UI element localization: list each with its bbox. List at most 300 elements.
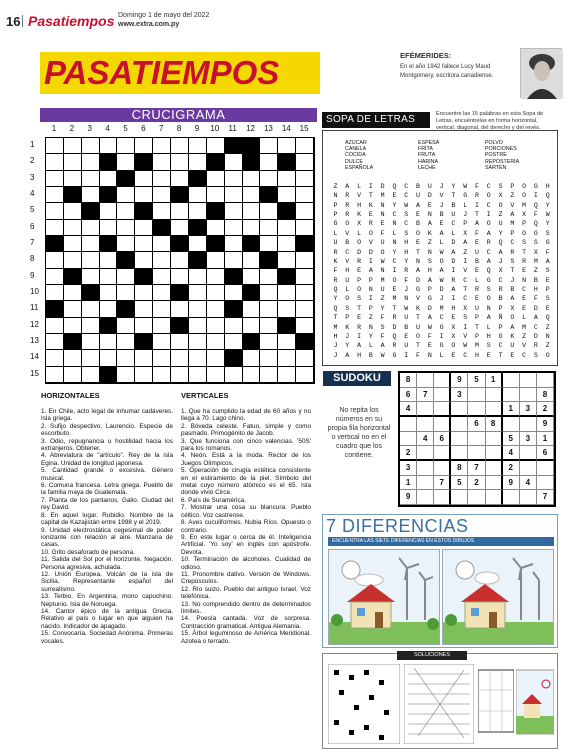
crucigrama-cell[interactable] (207, 138, 225, 154)
sopa-letter[interactable]: B (451, 201, 456, 209)
sopa-letter[interactable]: E (474, 239, 479, 247)
sopa-letter[interactable]: A (451, 248, 456, 256)
sudoku-cell[interactable] (503, 373, 520, 388)
sopa-letter[interactable]: T (510, 267, 515, 275)
crucigrama-cell[interactable] (46, 285, 64, 301)
sopa-letter[interactable]: O (486, 192, 491, 200)
sopa-letter[interactable]: R (357, 257, 362, 265)
crucigrama-cell[interactable] (296, 301, 314, 317)
sopa-letter[interactable]: F (533, 211, 538, 219)
sopa-letter[interactable]: E (357, 314, 362, 322)
sopa-letter[interactable]: I (357, 332, 362, 340)
sopa-letter[interactable]: M (380, 276, 385, 284)
sopa-letter[interactable]: E (380, 220, 385, 228)
sopa-letter[interactable]: R (474, 192, 479, 200)
sopa-letter[interactable]: M (439, 304, 444, 312)
sopa-letter[interactable]: T (463, 286, 468, 294)
sopa-letter[interactable]: S (486, 286, 491, 294)
crucigrama-cell[interactable] (171, 350, 189, 366)
sopa-letter[interactable]: F (474, 183, 479, 190)
crucigrama-cell[interactable] (64, 154, 82, 170)
sopa-letter[interactable]: T (416, 248, 420, 256)
sopa-letter[interactable]: Q (533, 201, 538, 209)
sopa-letter[interactable]: G (333, 220, 338, 228)
sopa-letter[interactable]: R (522, 257, 527, 265)
sopa-letter[interactable]: Y (380, 304, 385, 312)
sopa-letter[interactable]: A (345, 183, 350, 190)
sopa-letter[interactable]: N (427, 211, 432, 219)
crucigrama-cell[interactable] (296, 252, 314, 268)
sopa-letter[interactable]: E (545, 304, 550, 312)
sopa-letter[interactable]: H (404, 239, 409, 247)
sudoku-cell[interactable] (486, 461, 503, 476)
sopa-letter[interactable]: Q (392, 332, 397, 340)
sopa-letter[interactable]: A (486, 257, 491, 265)
sopa-letter[interactable]: J (510, 276, 515, 284)
crucigrama-cell[interactable] (243, 367, 261, 383)
sopa-letter[interactable]: H (345, 267, 350, 275)
sopa-letter[interactable]: G (463, 192, 468, 200)
sopa-letter[interactable]: J (439, 183, 444, 190)
crucigrama-cell[interactable] (207, 334, 225, 350)
sopa-letter[interactable]: E (404, 332, 409, 340)
sopa-letter[interactable]: Y (498, 229, 503, 237)
sopa-letter[interactable]: E (392, 192, 397, 200)
sopa-letter[interactable]: K (368, 201, 373, 209)
crucigrama-cell[interactable] (82, 350, 100, 366)
crucigrama-cell[interactable] (207, 220, 225, 236)
sopa-letter[interactable]: G (416, 286, 420, 294)
sopa-letter[interactable]: C (498, 342, 503, 350)
crucigrama-cell[interactable] (207, 252, 225, 268)
sopa-letter[interactable]: Z (498, 211, 503, 219)
crucigrama-cell[interactable] (278, 171, 296, 187)
crucigrama-cell[interactable] (278, 334, 296, 350)
crucigrama-cell[interactable] (153, 301, 171, 317)
sopa-letter[interactable]: C (404, 192, 409, 200)
sopa-letter[interactable]: H (404, 248, 409, 256)
sudoku-cell[interactable] (434, 417, 451, 432)
crucigrama-cell[interactable] (64, 138, 82, 154)
sudoku-cell[interactable] (503, 490, 520, 505)
crucigrama-cell[interactable] (207, 367, 225, 383)
crucigrama-cell[interactable] (82, 171, 100, 187)
crucigrama-cell[interactable] (135, 367, 153, 383)
sudoku-cell[interactable] (537, 373, 554, 388)
sopa-letter[interactable]: C (404, 183, 409, 190)
sopa-letter[interactable]: B (498, 295, 503, 303)
sopa-letter[interactable]: D (533, 332, 538, 340)
sudoku-cell[interactable] (503, 388, 520, 403)
crucigrama-cell[interactable] (117, 203, 135, 219)
sopa-letter[interactable]: L (486, 323, 491, 331)
sopa-letter[interactable]: V (463, 332, 468, 340)
sopa-letter[interactable]: I (439, 332, 444, 340)
sopa-letter[interactable]: L (451, 229, 456, 237)
sopa-letter[interactable]: O (416, 229, 420, 237)
sopa-letter[interactable]: P (510, 183, 515, 190)
sopa-letter[interactable]: P (474, 314, 479, 322)
sudoku-cell[interactable] (503, 417, 520, 432)
sopa-letter[interactable]: T (333, 314, 338, 322)
sopa-letter[interactable]: A (380, 342, 385, 350)
crucigrama-cell[interactable] (64, 252, 82, 268)
sopa-letter[interactable]: O (357, 286, 362, 294)
crucigrama-cell[interactable] (260, 269, 278, 285)
sopa-letter[interactable]: D (380, 183, 385, 190)
sopa-letter[interactable]: G (498, 332, 503, 340)
crucigrama-cell[interactable] (46, 220, 64, 236)
sopa-letter[interactable]: A (427, 314, 432, 322)
sopa-letter[interactable]: H (533, 286, 538, 294)
crucigrama-cell[interactable] (135, 187, 153, 203)
sopa-letter[interactable]: T (451, 192, 456, 200)
sopa-letter[interactable]: W (439, 248, 444, 256)
crucigrama-cell[interactable] (243, 318, 261, 334)
sopa-letter[interactable]: A (439, 229, 444, 237)
sopa-letter[interactable]: D (392, 323, 397, 331)
sopa-letter[interactable]: W (404, 201, 409, 209)
crucigrama-cell[interactable] (82, 138, 100, 154)
crucigrama-cell[interactable] (46, 203, 64, 219)
crucigrama-cell[interactable] (189, 138, 207, 154)
sopa-letter[interactable]: X (522, 211, 527, 219)
crucigrama-cell[interactable] (153, 138, 171, 154)
sopa-letter[interactable]: A (416, 267, 420, 275)
sopa-letter[interactable]: Q (333, 286, 338, 294)
sudoku-cell[interactable] (520, 373, 537, 388)
sopa-letter[interactable]: W (545, 211, 550, 219)
sopa-letter[interactable]: V (368, 239, 373, 247)
sopa-letter[interactable]: H (357, 351, 362, 359)
sopa-letter[interactable]: X (357, 220, 362, 228)
sopa-letter[interactable]: Q (392, 183, 397, 190)
crucigrama-cell[interactable] (260, 334, 278, 350)
sopa-letter[interactable]: A (427, 220, 432, 228)
sopa-letter[interactable]: C (451, 220, 456, 228)
sopa-letter[interactable]: S (545, 295, 550, 303)
sopa-letter[interactable]: B (404, 323, 409, 331)
sopa-letter[interactable]: R (498, 286, 503, 294)
sopa-letter[interactable]: U (333, 239, 338, 247)
sopa-letter[interactable]: C (510, 239, 515, 247)
crucigrama-cell[interactable] (135, 220, 153, 236)
sopa-letter[interactable]: A (486, 229, 491, 237)
sopa-letter[interactable]: I (486, 211, 491, 219)
sopa-letter[interactable]: Y (345, 342, 350, 350)
sudoku-cell[interactable] (486, 490, 503, 505)
crucigrama-cell[interactable] (153, 154, 171, 170)
crucigrama-cell[interactable] (82, 334, 100, 350)
sopa-letter[interactable]: T (474, 211, 479, 219)
sopa-letter[interactable]: T (416, 314, 420, 322)
crucigrama-cell[interactable] (117, 138, 135, 154)
sopa-letter[interactable]: G (486, 276, 491, 284)
sopa-letter[interactable]: N (368, 286, 373, 294)
sopa-letter[interactable]: W (380, 351, 385, 359)
crucigrama-cell[interactable] (260, 301, 278, 317)
sopa-letter[interactable]: M (474, 342, 479, 350)
sopa-letter[interactable]: V (463, 267, 468, 275)
sopa-letter[interactable]: X (451, 332, 456, 340)
crucigrama-cell[interactable] (189, 236, 207, 252)
sudoku-cell[interactable] (417, 402, 434, 417)
sopa-letter[interactable]: Y (368, 332, 373, 340)
sopa-letter[interactable]: D (533, 304, 538, 312)
sopa-letter[interactable]: Z (463, 248, 468, 256)
crucigrama-cell[interactable] (260, 350, 278, 366)
sopa-letter[interactable]: D (368, 248, 373, 256)
sudoku-cell[interactable] (417, 490, 434, 505)
sopa-letter[interactable]: S (380, 323, 385, 331)
sopa-letter[interactable]: P (333, 201, 338, 209)
crucigrama-cell[interactable] (46, 367, 64, 383)
sopa-letter[interactable]: W (463, 183, 468, 190)
sopa-letter[interactable]: B (345, 239, 350, 247)
sopa-letter[interactable]: C (522, 286, 527, 294)
crucigrama-cell[interactable] (278, 350, 296, 366)
sopa-letter[interactable]: M (510, 220, 515, 228)
sopa-letter[interactable]: H (545, 183, 550, 190)
sopa-letter[interactable]: P (368, 304, 373, 312)
crucigrama-cell[interactable] (225, 318, 243, 334)
sopa-letter[interactable]: U (510, 342, 515, 350)
sopa-letter[interactable]: S (545, 229, 550, 237)
sopa-letter[interactable]: C (533, 323, 538, 331)
sopa-letter[interactable]: U (416, 323, 420, 331)
crucigrama-cell[interactable] (207, 269, 225, 285)
sopa-letter[interactable]: G (533, 183, 538, 190)
sopa-letter[interactable]: F (333, 267, 338, 275)
crucigrama-cell[interactable] (296, 285, 314, 301)
sopa-letter[interactable]: M (392, 295, 397, 303)
sopa-letter[interactable]: C (392, 257, 397, 265)
crucigrama-cell[interactable] (171, 171, 189, 187)
sopa-letter[interactable]: R (474, 286, 479, 294)
crucigrama-cell[interactable] (171, 203, 189, 219)
sopa-letter[interactable]: A (368, 267, 373, 275)
sudoku-cell[interactable] (486, 432, 503, 447)
sudoku-grid[interactable] (398, 371, 556, 507)
sopa-letter[interactable]: C (486, 248, 491, 256)
crucigrama-cell[interactable] (153, 350, 171, 366)
crucigrama-cell[interactable] (117, 220, 135, 236)
sopa-letter[interactable]: P (463, 220, 468, 228)
crucigrama-cell[interactable] (207, 285, 225, 301)
crucigrama-cell[interactable] (82, 318, 100, 334)
sopa-letter[interactable]: I (368, 295, 373, 303)
sopa-letter[interactable]: H (451, 304, 456, 312)
sopa-letter[interactable]: R (404, 267, 409, 275)
sopa-letter[interactable]: N (427, 351, 432, 359)
sopa-letter[interactable]: O (451, 342, 456, 350)
sopa-letter[interactable]: V (345, 229, 350, 237)
sopa-letter[interactable]: I (404, 351, 409, 359)
sopa-letter[interactable]: F (545, 248, 550, 256)
sopa-letter[interactable]: E (416, 239, 420, 247)
sopa-letter[interactable]: O (545, 351, 550, 359)
crucigrama-cell[interactable] (260, 203, 278, 219)
sopa-letter[interactable]: Y (333, 295, 338, 303)
crucigrama-cell[interactable] (117, 350, 135, 366)
sudoku-cell[interactable] (434, 446, 451, 461)
sopa-letter[interactable]: O (486, 220, 491, 228)
crucigrama-cell[interactable] (243, 269, 261, 285)
sopa-letter[interactable]: Y (392, 201, 397, 209)
crucigrama-cell[interactable] (225, 236, 243, 252)
sudoku-cell[interactable] (417, 417, 434, 432)
sopa-letter[interactable]: F (380, 229, 385, 237)
sopa-letter[interactable]: S (533, 351, 538, 359)
sopa-letter[interactable]: O (345, 295, 350, 303)
crucigrama-cell[interactable] (46, 187, 64, 203)
sopa-letter[interactable]: J (463, 211, 468, 219)
crucigrama-cell[interactable] (100, 171, 118, 187)
sopa-letter[interactable]: B (416, 183, 420, 190)
crucigrama-cell[interactable] (135, 236, 153, 252)
crucigrama-cell[interactable] (171, 220, 189, 236)
crucigrama-cell[interactable] (153, 203, 171, 219)
sudoku-cell[interactable] (434, 490, 451, 505)
sopa-letter[interactable]: X (463, 229, 468, 237)
sopa-letter[interactable]: N (404, 295, 409, 303)
crucigrama-cell[interactable] (189, 285, 207, 301)
sopa-letter[interactable]: B (510, 286, 515, 294)
sopa-letter[interactable]: N (380, 201, 385, 209)
sopa-letter[interactable]: C (439, 314, 444, 322)
sopa-letter[interactable]: M (333, 323, 338, 331)
crucigrama-cell[interactable] (64, 301, 82, 317)
sopa-letter[interactable]: I (533, 192, 538, 200)
crucigrama-cell[interactable] (171, 301, 189, 317)
sopa-letter[interactable]: U (380, 239, 385, 247)
crucigrama-cell[interactable] (225, 203, 243, 219)
sopa-letter[interactable]: S (463, 314, 468, 322)
crucigrama-cell[interactable] (171, 367, 189, 383)
sudoku-cell[interactable] (400, 432, 417, 447)
sudoku-cell[interactable] (468, 446, 485, 461)
sopa-letter[interactable]: T (522, 248, 527, 256)
sopa-letter[interactable]: T (498, 351, 503, 359)
sopa-letter[interactable]: R (345, 211, 350, 219)
sopa-letter[interactable]: R (357, 323, 362, 331)
sopa-letter[interactable]: Y (545, 220, 550, 228)
sopa-letter[interactable]: P (498, 323, 503, 331)
sopa-letter[interactable]: V (345, 257, 350, 265)
sopa-letter[interactable]: D (427, 304, 432, 312)
sudoku-cell[interactable] (520, 446, 537, 461)
crucigrama-cell[interactable] (135, 350, 153, 366)
sopa-letter[interactable]: L (345, 286, 350, 294)
sopa-letter[interactable]: E (522, 295, 527, 303)
crucigrama-cell[interactable] (207, 318, 225, 334)
crucigrama-cell[interactable] (260, 138, 278, 154)
sopa-letter[interactable]: K (416, 304, 420, 312)
crucigrama-cell[interactable] (260, 285, 278, 301)
sopa-letter[interactable]: C (463, 276, 468, 284)
sopa-letter[interactable]: R (333, 276, 338, 284)
sopa-letter[interactable]: A (427, 276, 432, 284)
crucigrama-cell[interactable] (225, 220, 243, 236)
crucigrama-cell[interactable] (243, 220, 261, 236)
sopa-letter[interactable]: E (510, 351, 515, 359)
sopa-letter[interactable]: C (404, 220, 409, 228)
sopa-letter[interactable]: J (404, 286, 409, 294)
sopa-letter[interactable]: B (439, 211, 444, 219)
sopa-letter[interactable]: E (486, 351, 491, 359)
sudoku-cell[interactable] (486, 476, 503, 491)
sopa-letter-grid[interactable] (330, 183, 554, 361)
crucigrama-cell[interactable] (135, 285, 153, 301)
sopa-letter[interactable]: R (345, 201, 350, 209)
crucigrama-cell[interactable] (46, 334, 64, 350)
crucigrama-cell[interactable] (243, 252, 261, 268)
sopa-letter[interactable]: N (522, 276, 527, 284)
sopa-letter[interactable]: L (333, 229, 338, 237)
sopa-letter[interactable]: B (416, 220, 420, 228)
sopa-letter[interactable]: A (416, 201, 420, 209)
crucigrama-cell[interactable] (153, 171, 171, 187)
crucigrama-cell[interactable] (207, 187, 225, 203)
crucigrama-cell[interactable] (64, 203, 82, 219)
crucigrama-cell[interactable] (260, 367, 278, 383)
sopa-letter[interactable]: U (474, 248, 479, 256)
sopa-letter[interactable]: F (416, 351, 420, 359)
sudoku-cell[interactable] (537, 476, 554, 491)
crucigrama-cell[interactable] (296, 187, 314, 203)
crucigrama-cell[interactable] (153, 269, 171, 285)
sopa-letter[interactable]: N (380, 267, 385, 275)
sopa-letter[interactable]: C (486, 201, 491, 209)
crucigrama-cell[interactable] (171, 154, 189, 170)
sudoku-cell[interactable] (434, 402, 451, 417)
sopa-letter[interactable]: T (368, 192, 373, 200)
sudoku-cell[interactable] (434, 388, 451, 403)
sopa-letter[interactable]: D (439, 286, 444, 294)
sopa-letter[interactable]: H (333, 332, 338, 340)
sopa-letter[interactable]: U (416, 192, 420, 200)
crucigrama-cell[interactable] (296, 350, 314, 366)
crucigrama-cell[interactable] (189, 318, 207, 334)
sopa-letter[interactable]: O (522, 183, 527, 190)
crucigrama-cell[interactable] (243, 301, 261, 317)
sopa-letter[interactable]: K (345, 323, 350, 331)
sopa-letter[interactable]: K (510, 332, 515, 340)
sopa-letter[interactable]: E (451, 351, 456, 359)
sopa-letter[interactable]: Z (533, 267, 538, 275)
crucigrama-cell[interactable] (46, 269, 64, 285)
crucigrama-cell[interactable] (207, 350, 225, 366)
sopa-letter[interactable]: R (510, 248, 515, 256)
crucigrama-cell[interactable] (278, 252, 296, 268)
sopa-letter[interactable]: S (522, 239, 527, 247)
sopa-letter[interactable]: P (427, 286, 432, 294)
sopa-letter[interactable]: G (439, 342, 444, 350)
sopa-letter[interactable]: P (545, 286, 550, 294)
sopa-letter[interactable]: Y (451, 183, 456, 190)
crucigrama-cell[interactable] (100, 138, 118, 154)
crucigrama-cell[interactable] (117, 367, 135, 383)
crucigrama-cell[interactable] (64, 350, 82, 366)
sopa-letter[interactable]: E (522, 304, 527, 312)
crucigrama-cell[interactable] (153, 334, 171, 350)
sopa-letter[interactable]: B (533, 276, 538, 284)
crucigrama-cell[interactable] (296, 367, 314, 383)
sopa-letter[interactable]: R (368, 220, 373, 228)
sopa-letter[interactable]: W (404, 304, 409, 312)
crucigrama-cell[interactable] (260, 220, 278, 236)
sopa-letter[interactable]: Y (545, 201, 550, 209)
